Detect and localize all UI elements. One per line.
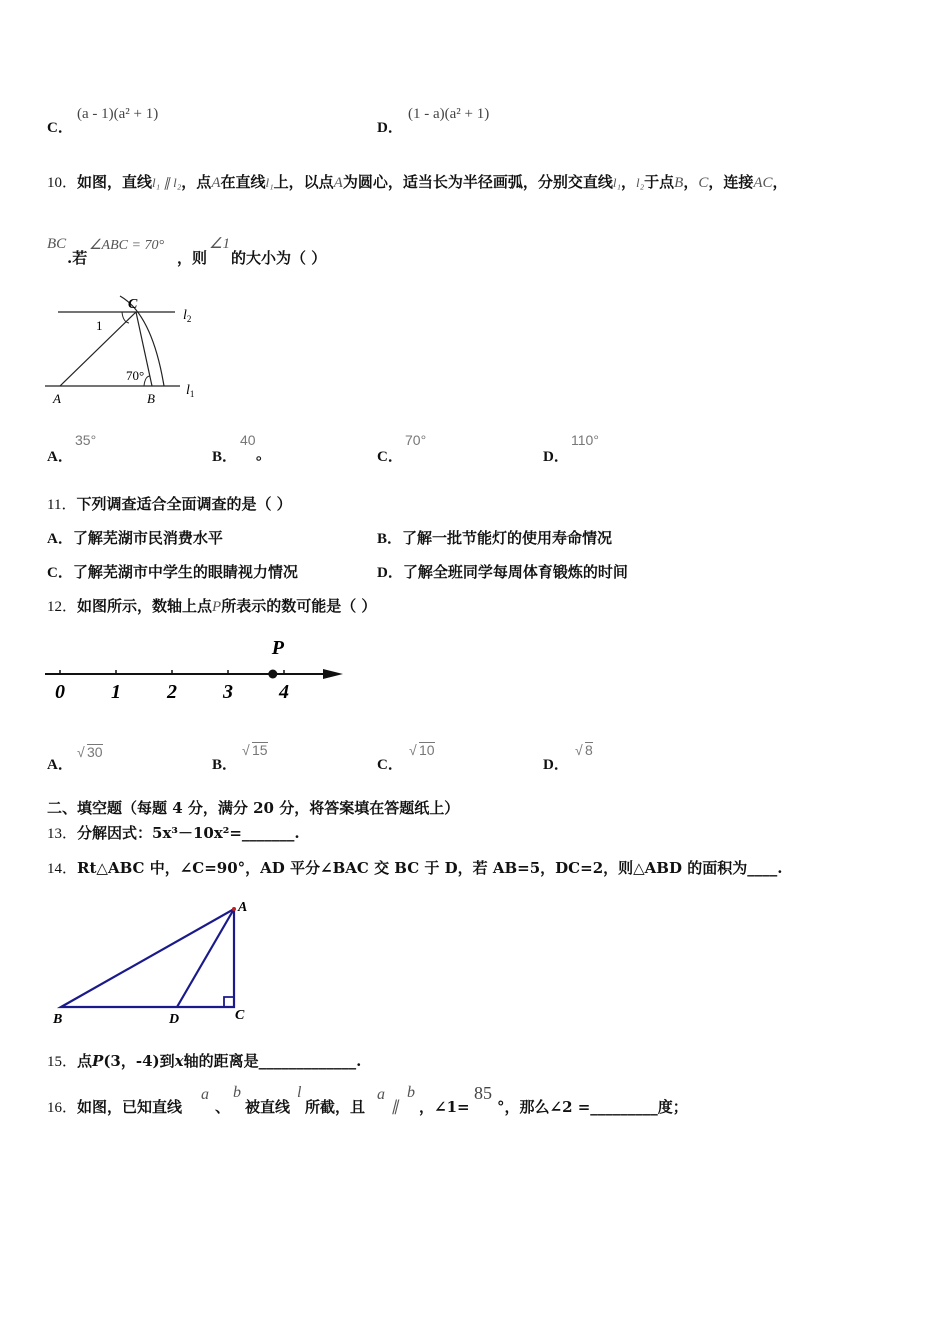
stem-text: 为圆心，适当长为半径画弧，分别交直线: [342, 173, 613, 191]
stem-text: 如图，直线: [77, 173, 153, 191]
stem-text: .若: [67, 249, 88, 267]
parallel-lines: l₁ ∥ l₂: [152, 175, 182, 190]
angle-value: 85: [474, 1083, 492, 1103]
option-text: 了解全班同学每周体育锻炼的时间: [402, 563, 628, 581]
option-text: 了解芜湖市民消费水平: [72, 529, 223, 547]
option-label: D．: [543, 449, 569, 465]
line-b: b: [407, 1084, 415, 1101]
stem-text: 下列调查适合全面调查的是（ ）: [76, 495, 292, 513]
q13: [47, 823, 300, 844]
stem-text: 所表示的数可能是（ ）: [221, 597, 377, 615]
stem-text: (3，-4)到: [103, 1052, 175, 1070]
given-angle: ∠ABC = 70°: [89, 238, 165, 253]
stem-text: ，则: [177, 249, 208, 267]
option-text: 了解芜湖市中学生的眼睛视力情况: [72, 563, 298, 581]
axis-tick-label: 0: [55, 681, 65, 703]
q10-stem-line1: [47, 172, 788, 193]
option-label: B．: [212, 757, 238, 773]
option-label: C．: [377, 449, 403, 465]
option-label: B．: [377, 531, 403, 547]
axis-tick-label: 4: [279, 681, 289, 703]
option-label: B．: [212, 449, 238, 465]
stem-text: 如图所示，数轴上点: [77, 597, 213, 615]
stem-text: °，那么∠2 =_________度；: [497, 1098, 688, 1116]
stem-text: 所截，且: [305, 1098, 366, 1116]
point-a-dot: [232, 907, 236, 911]
q11-option-c: [47, 562, 298, 583]
point-p-dot: [268, 670, 277, 679]
q11-option-d: [377, 562, 628, 583]
stem-text: ，: [620, 173, 636, 191]
label-angle-1: 1: [96, 318, 103, 333]
q12-stem: [47, 596, 376, 617]
stem-text: Rt△ABC 中，∠C=90°，AD 平分∠BAC 交 BC 于 D，若 AB=5，DC=2，则△ABD 的面积为____.: [77, 859, 783, 877]
stem-text: 的大小为（ ）: [231, 249, 327, 267]
angle-1: ∠1: [209, 236, 230, 252]
label-c: C: [235, 1008, 245, 1023]
label-c: C: [128, 297, 138, 312]
axis-tick-label: 2: [167, 681, 177, 703]
axis-tick-label: 3: [223, 681, 233, 703]
option-label: D．: [377, 120, 403, 136]
stem-text: 被直线: [245, 1098, 291, 1116]
q14-figure: [45, 895, 260, 1035]
question-number: 15．: [47, 1054, 78, 1070]
question-number: 10．: [47, 175, 78, 191]
q11-option-b: [377, 528, 612, 549]
axis-arrow: [323, 669, 343, 679]
stem-text: 上，以点: [273, 173, 334, 191]
option-label: A．: [47, 449, 73, 465]
section-heading: 二、填空题（每题 4 分，满分 20 分，将答案填在答题纸上）: [47, 799, 460, 817]
option-label: A．: [47, 531, 73, 547]
label-a: A: [238, 900, 248, 915]
stem-text: 分解因式：5x³－10x²=_______.: [77, 824, 300, 842]
math-expression: (a - 1)(a² + 1): [77, 106, 159, 122]
stem-text: 于点: [644, 173, 675, 191]
stem-text: 点: [77, 1052, 93, 1070]
question-number: 14．: [47, 861, 78, 877]
q14: [47, 858, 782, 879]
radicand: 15: [252, 742, 268, 758]
point-p: P: [212, 599, 222, 615]
radicand: 8: [585, 742, 593, 758]
label-b: B: [53, 1012, 63, 1027]
line-l2: l₂: [636, 175, 645, 190]
stem-text: 在直线: [220, 173, 266, 191]
q16: [47, 1083, 747, 1123]
label-d: D: [169, 1012, 180, 1027]
sqrt-symbol: √: [77, 744, 85, 760]
stem-text: 、: [215, 1098, 231, 1116]
right-angle-mark: [224, 997, 234, 1007]
question-number: 13．: [47, 826, 78, 842]
stem-text: ，∠1=: [419, 1098, 470, 1116]
option-value: 35°: [75, 432, 97, 448]
option-text: 了解一批节能灯的使用寿命情况: [402, 529, 613, 547]
line-a: a: [377, 1086, 385, 1103]
axis-tick-label: 1: [111, 681, 121, 703]
line-b: b: [233, 1084, 241, 1101]
stem-text: ，连接: [708, 173, 754, 191]
point-c: C: [698, 175, 709, 191]
stem-text: 轴的距离是_____________.: [183, 1052, 362, 1070]
label-a: A: [53, 391, 61, 406]
point-a: A: [211, 175, 221, 191]
segment-bc: BC: [47, 236, 67, 252]
option-label: C．: [377, 757, 403, 773]
sqrt-symbol: √: [575, 742, 583, 758]
option-value: 110°: [571, 432, 599, 448]
label-b: B: [147, 391, 155, 406]
point-p: P: [92, 1052, 104, 1070]
point-p-label: P: [271, 637, 284, 659]
option-value: 70°: [405, 432, 427, 448]
question-number: 12．: [47, 599, 78, 615]
segment-ac: AC: [753, 175, 773, 191]
option-label: A．: [47, 757, 73, 773]
stem-text: 如图，已知直线: [77, 1098, 183, 1116]
sqrt-symbol: √: [242, 742, 250, 758]
q11-stem: [47, 494, 292, 515]
parallel-symbol: ∥: [391, 1099, 399, 1115]
question-number: 11．: [47, 497, 77, 513]
label-l1: $l_1$: [186, 383, 195, 399]
label-70: 70°: [126, 368, 145, 383]
stem-text: ，: [683, 173, 699, 191]
question-number: 16．: [47, 1100, 78, 1116]
q12-number-line: [40, 630, 350, 710]
option-label: C．: [47, 120, 73, 136]
line-a: a: [201, 1086, 209, 1103]
q11-option-a: [47, 528, 223, 549]
segment-ad: [177, 909, 234, 1007]
angle-1-arc: [122, 312, 129, 323]
option-suffix: 。: [256, 445, 272, 463]
radicand: 30: [87, 744, 103, 760]
line-l1: l₁: [265, 175, 274, 190]
option-label: C．: [47, 565, 73, 581]
option-label: D．: [543, 757, 569, 773]
angle-70-arc: [144, 376, 150, 386]
stem-text: ，点: [181, 173, 212, 191]
radicand: 10: [419, 742, 435, 758]
q15: [47, 1051, 361, 1072]
triangle-abc: [61, 909, 234, 1007]
sqrt-symbol: √: [409, 742, 417, 758]
axis-x: x: [174, 1052, 184, 1070]
option-value: 40: [240, 432, 256, 448]
point-a: A: [333, 175, 343, 191]
stem-text: ，: [772, 173, 788, 191]
point-b: B: [674, 175, 684, 191]
option-label: D．: [377, 565, 403, 581]
line-l: l: [297, 1084, 302, 1101]
label-l2: $l_2$: [183, 308, 192, 324]
q10-figure: [40, 290, 210, 410]
line-l1: l₁: [612, 175, 621, 190]
math-expression: (1 - a)(a² + 1): [408, 106, 490, 122]
